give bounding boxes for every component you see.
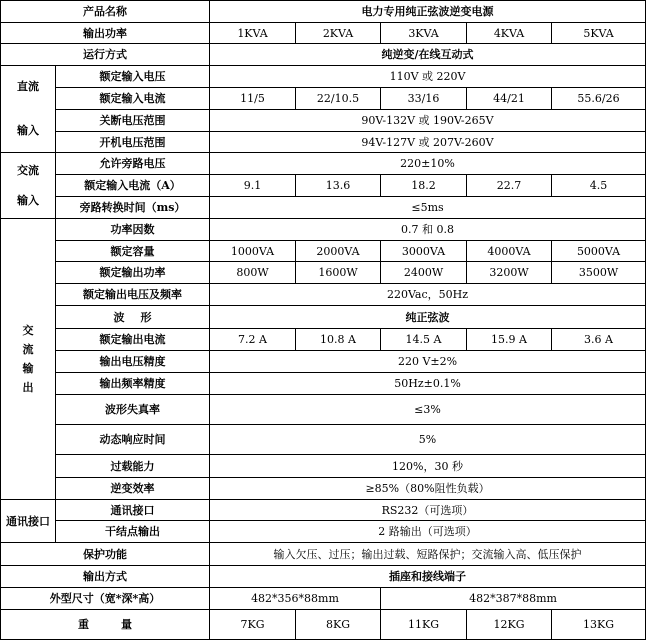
row-dc-shutdown-range xyxy=(1,110,646,132)
weight-label-b: 量 xyxy=(121,618,132,631)
capacity-5: 5000VA xyxy=(552,241,646,262)
voltage-accuracy-label: 输出电压精度 xyxy=(56,351,210,373)
weight-5: 13KG xyxy=(552,610,646,640)
power-factor-value: 0.7 和 0.8 xyxy=(210,219,646,241)
ac-in-current-1: 9.1 xyxy=(210,175,296,197)
row-output-mode xyxy=(1,566,646,588)
waveform-label xyxy=(56,306,210,329)
row-protection xyxy=(1,543,646,566)
power-2: 1600W xyxy=(296,262,381,284)
power-1: 800W xyxy=(210,262,296,284)
dc-startup-value: 94V-127V 或 207V-260V xyxy=(210,132,646,153)
row-dimensions xyxy=(1,588,646,610)
comm-interface-value: RS232（可选项） xyxy=(210,500,646,521)
out-current-1: 7.2 A xyxy=(210,329,296,351)
ac-out-char-2: 流 xyxy=(22,343,34,356)
row-distortion xyxy=(1,395,646,425)
capacity-4: 4000VA xyxy=(467,241,552,262)
weight-4: 12KG xyxy=(467,610,552,640)
ac-out-char-4: 出 xyxy=(22,381,34,394)
model-5kva: 5KVA xyxy=(552,23,646,44)
row-output-power xyxy=(1,23,646,44)
dry-contact-label: 干结点输出 xyxy=(56,521,210,543)
ac-in-current-5: 4.5 xyxy=(552,175,646,197)
dc-startup-label: 开机电压范围 xyxy=(56,132,210,153)
weight-label xyxy=(1,610,210,640)
power-factor-label: 功率因数 xyxy=(56,219,210,241)
row-power-factor xyxy=(1,219,646,241)
dc-rated-current-label: 额定输入电流 xyxy=(56,88,210,110)
dc-group-b: 输入 xyxy=(17,124,39,137)
output-mode-label: 输出方式 xyxy=(1,566,210,588)
model-3kva: 3KVA xyxy=(381,23,467,44)
dc-current-2: 22/10.5 xyxy=(296,88,381,110)
ac-transfer-time-value: ≤5ms xyxy=(210,197,646,219)
out-current-4: 15.9 A xyxy=(467,329,552,351)
protection-label: 保护功能 xyxy=(1,543,210,566)
row-freq-accuracy xyxy=(1,373,646,395)
row-dry-contact xyxy=(1,521,646,543)
row-run-mode xyxy=(1,44,646,66)
model-1kva: 1KVA xyxy=(210,23,296,44)
weight-1: 7KG xyxy=(210,610,296,640)
dc-current-5: 55.6/26 xyxy=(552,88,646,110)
ac-output-group-label xyxy=(1,219,56,500)
row-response-time xyxy=(1,425,646,455)
ac-in-current-2: 13.6 xyxy=(296,175,381,197)
ac-in-group-a: 交流 xyxy=(17,163,39,177)
out-current-2: 10.8 A xyxy=(296,329,381,351)
power-5: 3500W xyxy=(552,262,646,284)
dc-shutdown-label: 关断电压范围 xyxy=(56,110,210,132)
distortion-label: 波形失真率 xyxy=(56,395,210,425)
row-voltage-accuracy xyxy=(1,351,646,373)
capacity-2: 2000VA xyxy=(296,241,381,262)
row-product-name xyxy=(1,1,646,23)
overload-label: 过载能力 xyxy=(56,455,210,478)
product-name-label: 产品名称 xyxy=(1,1,210,23)
power-4: 3200W xyxy=(467,262,552,284)
row-rated-power xyxy=(1,262,646,284)
dc-shutdown-value: 90V-132V 或 190V-265V xyxy=(210,110,646,132)
out-current-5: 3.6 A xyxy=(552,329,646,351)
dimensions-large: 482*387*88mm xyxy=(381,588,646,610)
ac-bypass-voltage-value: 220±10% xyxy=(210,153,646,175)
protection-value: 输入欠压、过压；输出过载、短路保护；交流输入高、低压保护 xyxy=(210,543,646,566)
ac-rated-current-label: 额定输入电流（A） xyxy=(56,175,210,197)
efficiency-label: 逆变效率 xyxy=(56,478,210,500)
ac-bypass-voltage-label: 允许旁路电压 xyxy=(56,153,210,175)
run-mode-label: 运行方式 xyxy=(1,44,210,66)
row-comm-interface xyxy=(1,500,646,521)
dc-rated-voltage-value: 110V 或 220V xyxy=(210,66,646,88)
dimensions-label: 外型尺寸（宽*深*高） xyxy=(1,588,210,610)
waveform-label-a: 波 xyxy=(113,310,125,324)
row-ac-rated-current xyxy=(1,175,646,197)
capacity-3: 3000VA xyxy=(381,241,467,262)
model-4kva: 4KVA xyxy=(467,23,552,44)
ac-out-char-3: 输 xyxy=(22,362,34,375)
output-mode-value: 插座和接线端子 xyxy=(210,566,646,588)
row-weight xyxy=(1,610,646,640)
overload-value: 120%，30 秒 xyxy=(210,455,646,478)
row-efficiency xyxy=(1,478,646,500)
dimensions-small: 482*356*88mm xyxy=(210,588,381,610)
dc-input-group-label xyxy=(1,66,56,153)
weight-2: 8KG xyxy=(296,610,381,640)
row-ac-transfer-time xyxy=(1,197,646,219)
response-time-label: 动态响应时间 xyxy=(56,425,210,455)
ac-transfer-time-label: 旁路转换时间（ms） xyxy=(56,197,210,219)
ac-in-group-b: 输入 xyxy=(17,193,39,207)
efficiency-value: ≥85%（80%阻性负载） xyxy=(210,478,646,500)
ac-out-char-1: 交 xyxy=(22,324,34,337)
dc-group-a: 直流 xyxy=(17,80,39,93)
row-dc-rated-current xyxy=(1,88,646,110)
dc-current-3: 33/16 xyxy=(381,88,467,110)
row-waveform xyxy=(1,306,646,329)
voltage-accuracy-value: 220 V±2% xyxy=(210,351,646,373)
waveform-value: 纯正弦波 xyxy=(210,306,646,329)
ac-in-current-3: 18.2 xyxy=(381,175,467,197)
capacity-1: 1000VA xyxy=(210,241,296,262)
output-current-label: 额定输出电流 xyxy=(56,329,210,351)
dc-rated-voltage-label: 额定输入电压 xyxy=(56,66,210,88)
freq-accuracy-value: 50Hz±0.1% xyxy=(210,373,646,395)
out-current-3: 14.5 A xyxy=(381,329,467,351)
row-dc-rated-voltage xyxy=(1,66,646,88)
model-2kva: 2KVA xyxy=(296,23,381,44)
ac-input-group-label xyxy=(1,153,56,219)
row-voltage-freq xyxy=(1,284,646,306)
run-mode-value: 纯逆变/在线互动式 xyxy=(210,44,646,66)
rated-capacity-label: 额定容量 xyxy=(56,241,210,262)
row-rated-capacity xyxy=(1,241,646,262)
comm-interface-label: 通讯接口 xyxy=(56,500,210,521)
row-output-current xyxy=(1,329,646,351)
comm-group-label: 通讯接口 xyxy=(1,500,56,543)
dry-contact-value: 2 路输出（可选项） xyxy=(210,521,646,543)
dc-current-4: 44/21 xyxy=(467,88,552,110)
row-dc-startup-range xyxy=(1,132,646,153)
distortion-value: ≤3% xyxy=(210,395,646,425)
voltage-freq-label: 额定输出电压及频率 xyxy=(56,284,210,306)
dc-current-1: 11/5 xyxy=(210,88,296,110)
weight-3: 11KG xyxy=(381,610,467,640)
row-ac-bypass-voltage xyxy=(1,153,646,175)
response-time-value: 5% xyxy=(210,425,646,455)
output-power-label: 输出功率 xyxy=(1,23,210,44)
waveform-label-b: 形 xyxy=(140,310,152,324)
rated-power-label: 额定输出功率 xyxy=(56,262,210,284)
voltage-freq-value: 220Vac，50Hz xyxy=(210,284,646,306)
row-overload xyxy=(1,455,646,478)
power-3: 2400W xyxy=(381,262,467,284)
freq-accuracy-label: 输出频率精度 xyxy=(56,373,210,395)
ac-in-current-4: 22.7 xyxy=(467,175,552,197)
product-name-value: 电力专用纯正弦波逆变电源 xyxy=(210,1,646,23)
weight-label-a: 重 xyxy=(78,618,89,631)
